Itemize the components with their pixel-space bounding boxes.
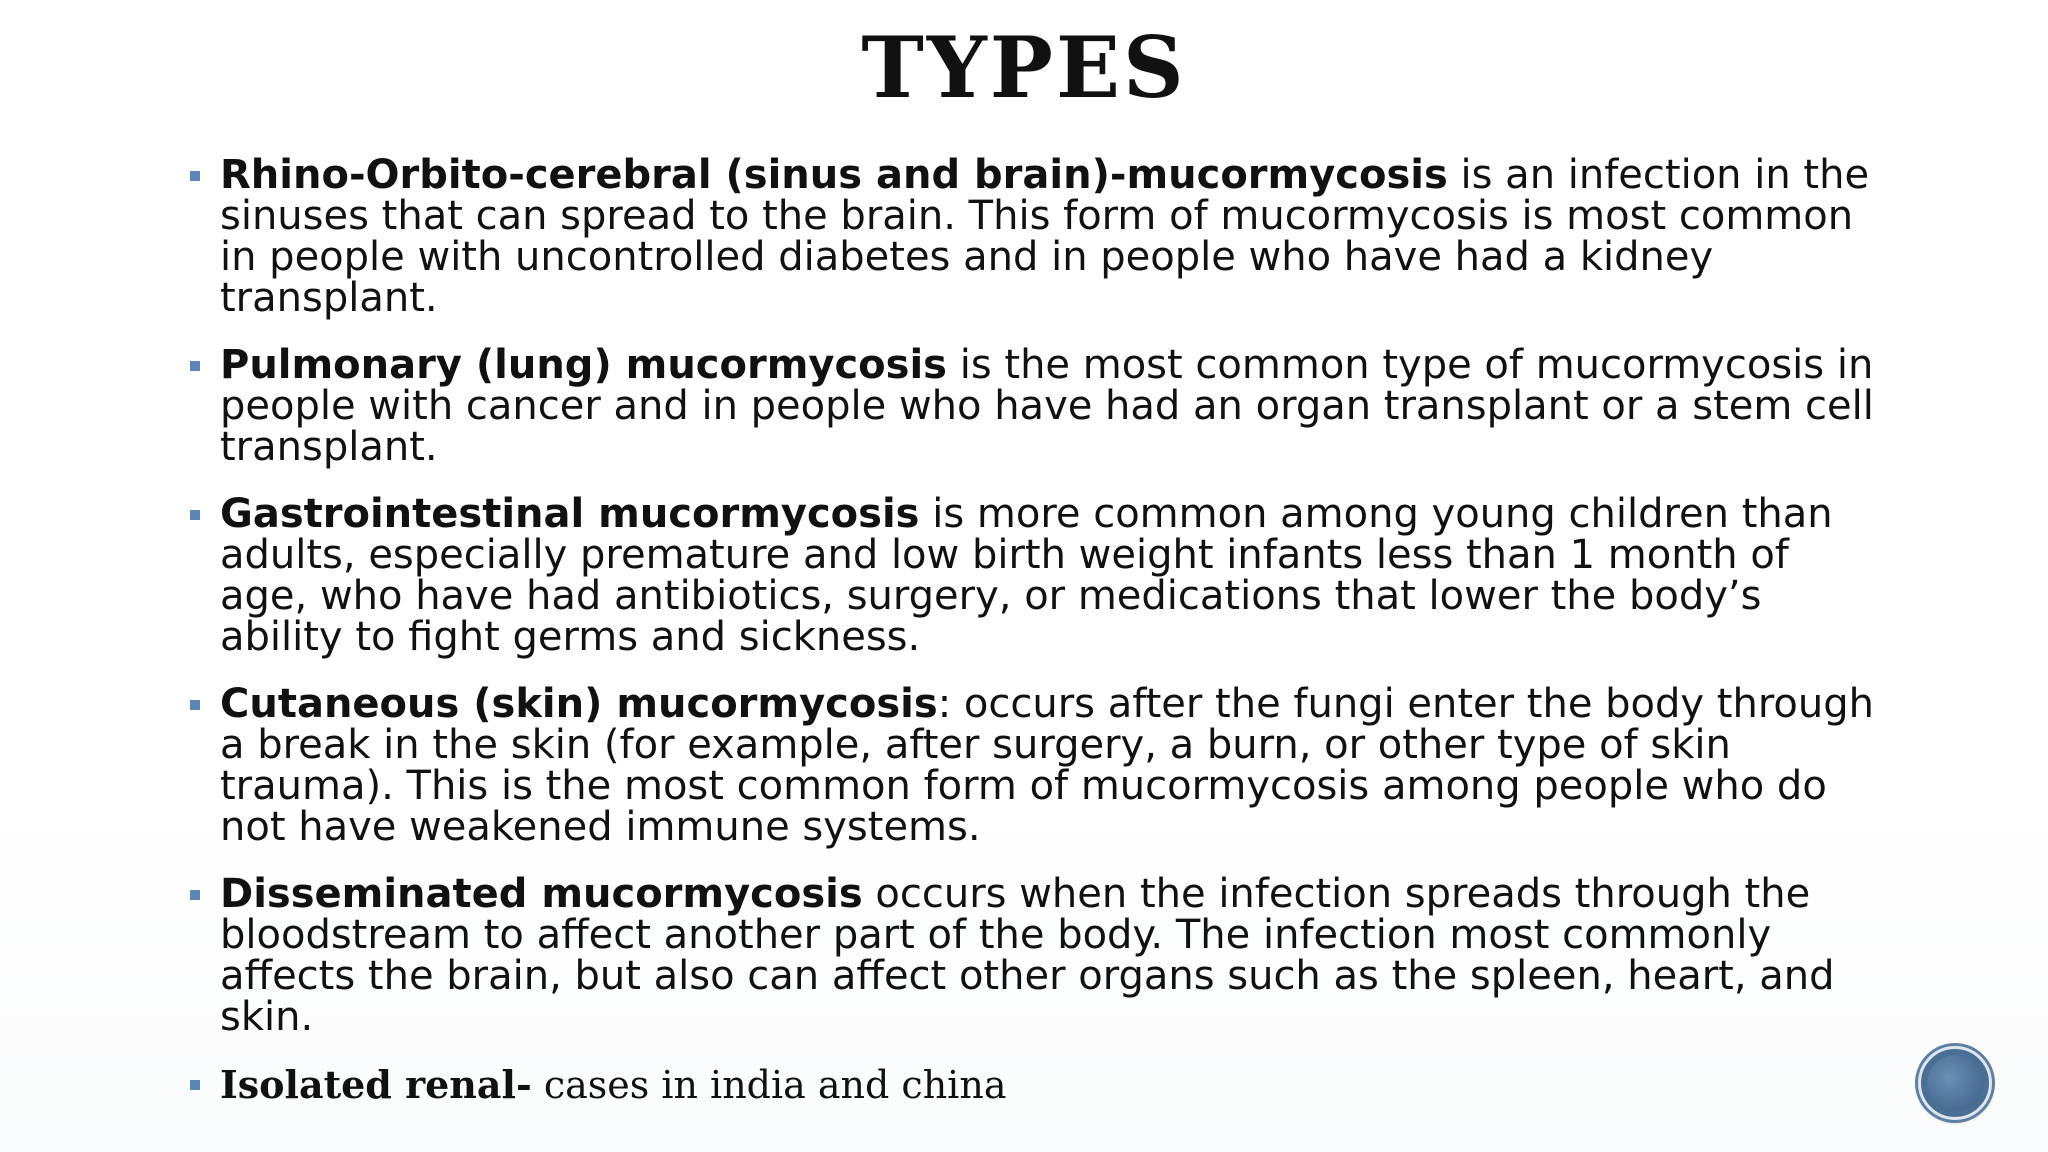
bullet-term: Cutaneous (skin) mucormycosis <box>220 681 938 727</box>
bullet-list <box>190 152 1880 1132</box>
circle-nav-button-icon[interactable] <box>1918 1046 1992 1120</box>
square-bullet-icon <box>190 890 200 900</box>
bullet-item <box>190 152 1880 321</box>
bullet-item <box>190 342 1880 470</box>
bullet-text: : occurs after the fungi enter the body through a break in the skin (for example, after surgery, a burn, or other type of skin trauma). This is the most common form of mucormycosis among people who do not have weakened immune systems. <box>220 681 1874 850</box>
slide-title: TYPES <box>861 18 1187 117</box>
bullet-text: occurs when the infection spreads through the bloodstream to affect another part of the body. The infection most commonly affects the brain, but also can affect other organs such as the spleen, heart, and skin. <box>220 871 1835 1040</box>
bullet-item <box>190 491 1880 660</box>
bullet-text: is more common among young children than adults, especially premature and low birth weight infants less than 1 month of age, who have had antibiotics, surgery, or medications that lower the body’s ability to fight germs and sickness. <box>220 491 1833 660</box>
bullet-term: Pulmonary (lung) mucormycosis <box>220 342 947 388</box>
nav-button-face <box>1927 1055 1983 1111</box>
square-bullet-icon <box>190 361 200 371</box>
bullet-text: is the most common type of mucormycosis in people with cancer and in people who have had an organ transplant or a stem cell transplant. <box>220 342 1874 470</box>
square-bullet-icon <box>190 510 200 520</box>
bullet-item <box>190 1064 1880 1106</box>
bullet-term: Disseminated mucormycosis <box>220 871 863 917</box>
bullet-term: Gastrointestinal mucormycosis <box>220 491 920 537</box>
square-bullet-icon <box>190 1080 200 1090</box>
bullet-text: cases in india and china <box>531 1063 1007 1107</box>
bullet-term: Rhino-Orbito-cerebral (sinus and brain)-mucormycosis <box>220 152 1448 198</box>
bullet-item <box>190 871 1880 1040</box>
bullet-item <box>190 681 1880 850</box>
square-bullet-icon <box>190 171 200 181</box>
bullet-text: is an infection in the sinuses that can spread to the brain. This form of mucormycosis is most common in people with uncontrolled diabetes and in people who have had a kidney transplant. <box>220 152 1870 321</box>
bullet-term: Isolated renal- <box>220 1062 532 1107</box>
square-bullet-icon <box>190 700 200 710</box>
